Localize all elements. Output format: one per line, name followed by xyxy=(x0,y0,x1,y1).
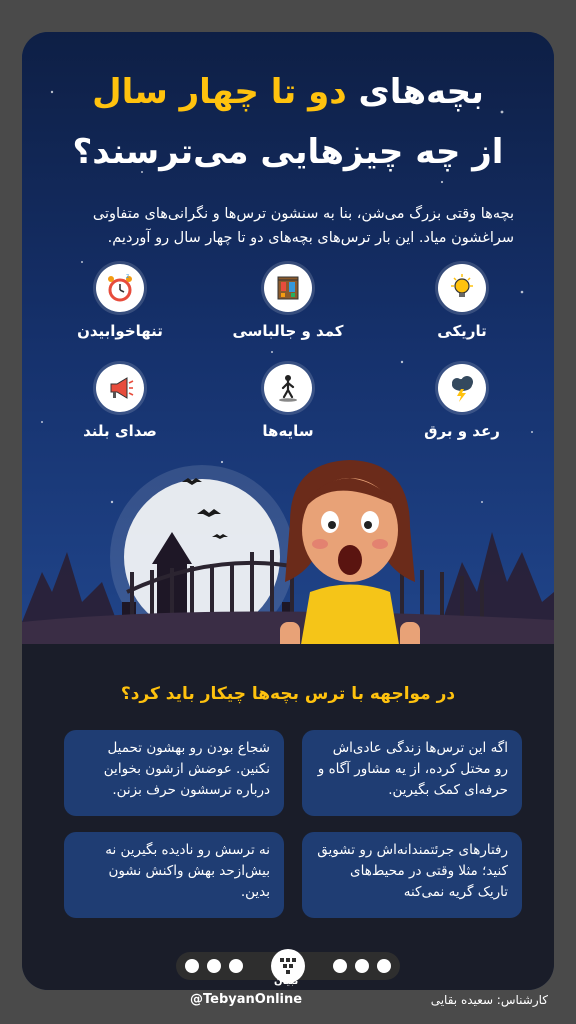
logo-text: تبیان xyxy=(274,976,299,987)
tip-card: نه ترسش رو نادیده بگیرین نه بیش‌ازحد بهش واکنش نشون بدین. xyxy=(64,832,284,918)
title-line-2: از چه چیزهایی می‌ترسند؟ xyxy=(72,132,504,172)
social-handle: @TebyanOnline xyxy=(190,992,303,1007)
title-part-a: بچه‌های xyxy=(358,72,484,112)
tip-card: شجاع بودن رو بهشون تحمیل نکنین. عوضش ازشون بخواین درباره ترسشون حرف بزنن. xyxy=(64,730,284,816)
topic-label: سایه‌ها xyxy=(262,422,314,440)
infographic-card xyxy=(22,32,554,990)
tip-card: رفتارهای جرئتمندانه‌اش رو تشویق کنید؛ مثلا وقتی در محیط‌های تاریک گریه نمی‌کنه xyxy=(302,832,522,918)
topic-label: رعد و برق xyxy=(424,422,500,440)
topic-label: تنهاخوابیدن xyxy=(77,322,163,340)
topic-loud-noise xyxy=(50,364,190,440)
svg-text:z: z xyxy=(126,273,130,280)
topic-shadows xyxy=(218,364,358,440)
storm-cloud-icon xyxy=(438,364,486,412)
intro-text: بچه‌ها وقتی بزرگ می‌شن، بنا به سنشون ترس‌ها و نگرانی‌های متفاوتی سراغشون میاد. این بار ترس‌های بچه‌های دو تا چهار سال رو آوردیم. xyxy=(92,206,514,246)
topic-darkness xyxy=(392,264,532,340)
topic-sleeping-alone xyxy=(50,264,190,340)
wardrobe-icon xyxy=(264,264,312,312)
tips-heading: در مواجهه با ترس بچه‌ها چیکار باید کرد؟ xyxy=(120,684,456,704)
expert-credit: کارشناس: سعیده بقایی xyxy=(430,993,548,1007)
alarm-clock-icon xyxy=(96,264,144,312)
topic-label: کمد و جالباسی xyxy=(232,322,344,340)
social-logo-bar xyxy=(176,946,400,986)
megaphone-icon xyxy=(96,364,144,412)
topic-wardrobe xyxy=(218,264,358,340)
title-highlight: دو تا چهار سال xyxy=(92,72,347,112)
topic-label: تاریکی xyxy=(437,322,487,340)
scared-girl-illustration xyxy=(270,452,430,662)
title-line-1 xyxy=(22,72,554,112)
topic-label: صدای بلند xyxy=(83,422,157,440)
lightbulb-icon xyxy=(438,264,486,312)
topic-thunder xyxy=(392,364,532,440)
shadow-person-icon xyxy=(264,364,312,412)
tip-card: اگه این ترس‌ها زندگی عادی‌اش رو مختل کرده، از یه مشاور آگاه و حرفه‌ای کمک بگیرین. xyxy=(302,730,522,816)
